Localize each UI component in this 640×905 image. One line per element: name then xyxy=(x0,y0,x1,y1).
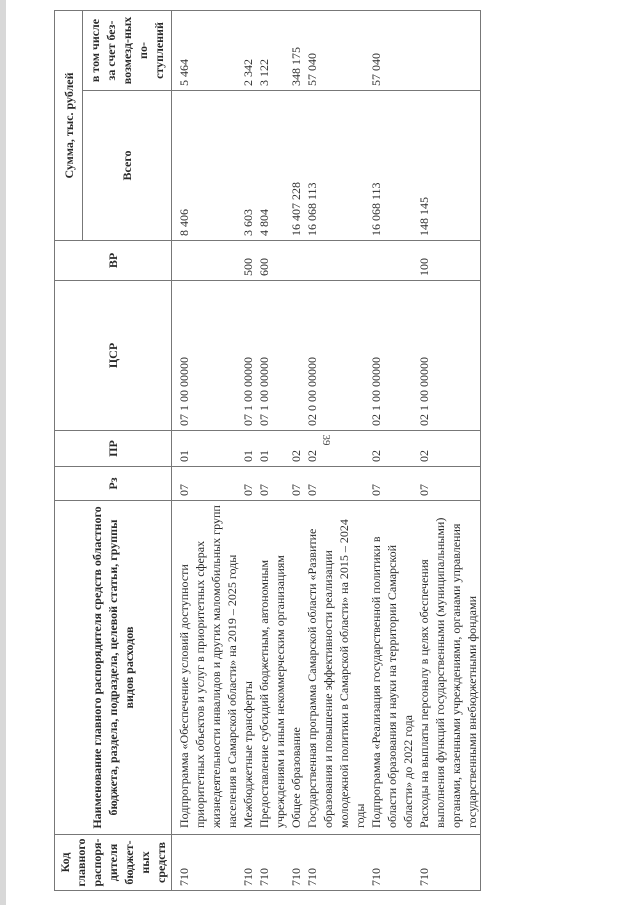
cell-total: 16 068 113 xyxy=(368,91,416,241)
header-vr: ВР xyxy=(55,241,172,281)
cell-code: 710 xyxy=(240,835,256,891)
cell-rz: 07 xyxy=(368,467,416,501)
cell-total: 4 804 xyxy=(256,91,288,241)
cell-vr: 100 xyxy=(416,241,481,281)
header-rz: Рз xyxy=(55,467,172,501)
table-row xyxy=(240,10,256,890)
cell-code: 710 xyxy=(368,835,416,891)
table-row xyxy=(172,10,241,890)
cell-vr xyxy=(304,241,368,281)
cell-name: Межбюджетные трансферты xyxy=(240,501,256,835)
cell-code: 710 xyxy=(256,835,288,891)
cell-vr: 500 xyxy=(240,241,256,281)
cell-csr: 02 1 00 00000 xyxy=(416,281,481,431)
header-name: Наименование главного распорядителя средств областного бюджета, раздела, подраздела, целевой статьи, группы видов расходов xyxy=(55,501,172,835)
cell-rz: 07 xyxy=(416,467,481,501)
page-number: 39 xyxy=(320,434,332,446)
cell-code: 710 xyxy=(288,835,304,891)
table-row xyxy=(304,10,368,890)
table-row xyxy=(256,10,288,890)
cell-name: Подпрограмма «Реализация государственной политики в области образования и науки на территории Самарской области» до 2022 года xyxy=(368,501,416,835)
cell-total: 16 068 113 xyxy=(304,91,368,241)
cell-pr: 01 xyxy=(172,431,241,467)
cell-csr: 02 1 00 00000 xyxy=(368,281,416,431)
rotated-page xyxy=(54,11,594,891)
cell-name: Подпрограмма «Обеспечение условий доступности приоритетных объектов и услуг в приоритетных сферах жизнедеятельности инвалидов и других маломобильных групп населения в Самарской области» на 2019 – 2025 годы xyxy=(172,501,241,835)
cell-incl: 2 342 xyxy=(240,10,256,90)
cell-csr: 07 1 00 00000 xyxy=(172,281,241,431)
table-row xyxy=(416,10,481,890)
cell-incl: 348 175 xyxy=(288,10,304,90)
cell-total: 148 145 xyxy=(416,91,481,241)
cell-pr: 02 xyxy=(416,431,481,467)
header-sum-group: Сумма, тыс. рублей xyxy=(55,10,83,240)
cell-rz: 07 xyxy=(256,467,288,501)
cell-pr: 02 xyxy=(304,431,368,467)
header-incl: в том числе за счет без-возмезд-ных по-ступлений xyxy=(83,10,172,90)
cell-incl: 5 464 xyxy=(172,10,241,90)
table-row xyxy=(368,10,416,890)
cell-vr xyxy=(368,241,416,281)
cell-pr: 01 xyxy=(256,431,288,467)
cell-vr: 600 xyxy=(256,241,288,281)
cell-rz: 07 xyxy=(304,467,368,501)
cell-vr xyxy=(172,241,241,281)
cell-pr: 02 xyxy=(288,431,304,467)
cell-rz: 07 xyxy=(288,467,304,501)
cell-incl: 57 040 xyxy=(368,10,416,90)
table-row xyxy=(288,10,304,890)
cell-name: Государственная программа Самарской области «Развитие образования и повышение эффективности реализации молодежной политики в Самарской области» на 2015 – 2024 годы xyxy=(304,501,368,835)
cell-code: 710 xyxy=(172,835,241,891)
cell-incl: 3 122 xyxy=(256,10,288,90)
cell-incl: 57 040 xyxy=(304,10,368,90)
cell-name: Предоставление субсидий бюджетным, автономным учреждениям и иным некоммерческим организациям xyxy=(256,501,288,835)
cell-csr: 07 1 00 00000 xyxy=(240,281,256,431)
cell-rz: 07 xyxy=(172,467,241,501)
cell-total: 16 407 228 xyxy=(288,91,304,241)
cell-pr: 01 xyxy=(240,431,256,467)
cell-total: 3 603 xyxy=(240,91,256,241)
cell-code: 710 xyxy=(304,835,368,891)
header-total: Всего xyxy=(83,91,172,241)
cell-rz: 07 xyxy=(240,467,256,501)
scan-edge xyxy=(0,0,6,905)
cell-name: Общее образование xyxy=(288,501,304,835)
cell-csr xyxy=(288,281,304,431)
cell-incl xyxy=(416,10,481,90)
cell-pr: 02 xyxy=(368,431,416,467)
header-code: Код главного распоря-дителя бюджет-ных средств xyxy=(55,835,172,891)
cell-vr xyxy=(288,241,304,281)
cell-code: 710 xyxy=(416,835,481,891)
cell-name: Расходы на выплаты персоналу в целях обеспечения выполнения функций государственными (муниципальными) органами, казенными учреждениями, органами управления государственными внебюджетными фондами xyxy=(416,501,481,835)
cell-csr: 02 0 00 00000 xyxy=(304,281,368,431)
cell-total: 8 406 xyxy=(172,91,241,241)
header-csr: ЦСР xyxy=(55,281,172,431)
budget-table xyxy=(54,10,481,891)
cell-csr: 07 1 00 00000 xyxy=(256,281,288,431)
header-pr: ПР xyxy=(55,431,172,467)
